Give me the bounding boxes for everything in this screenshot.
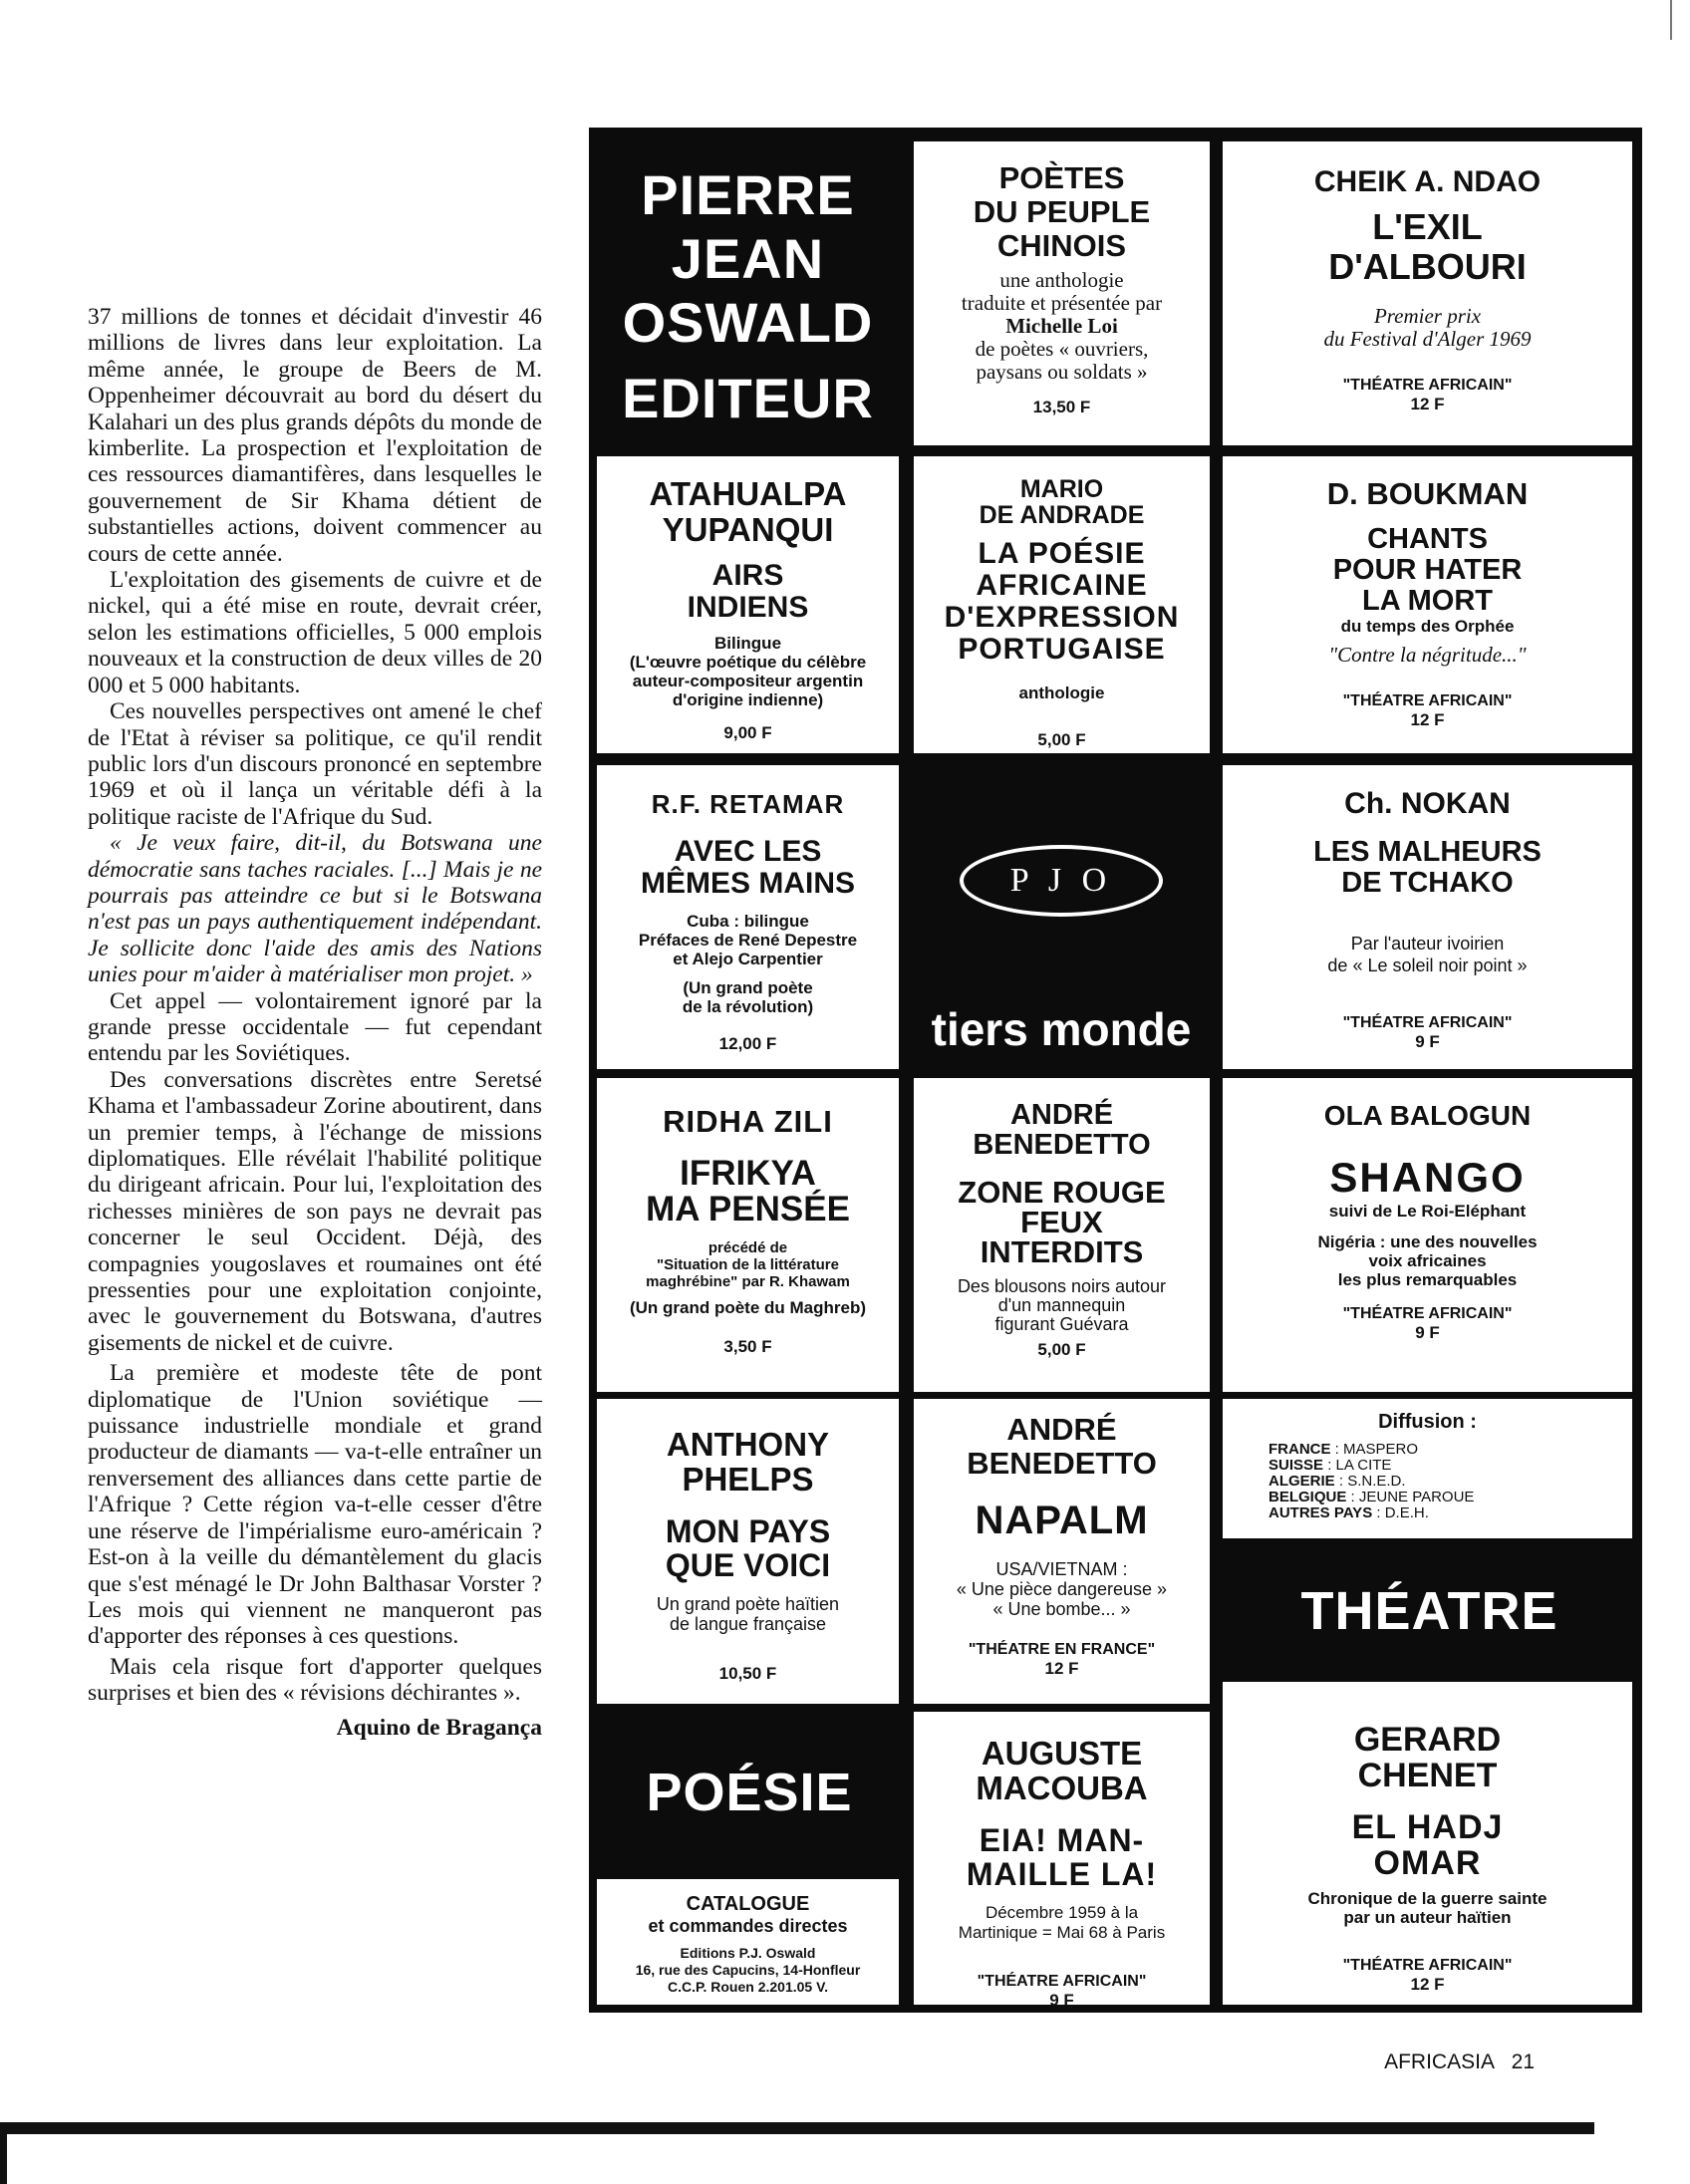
article-paragraph: Ces nouvelles perspectives ont amené le chef de l'Etat à réviser sa politique, ce qu'il rendit public lors d'un discours prononcé en septembre 1969 et où il lança un véritable défi à la politique raciste de l'Afrique du Sud.: [88, 698, 542, 830]
book-editor: Michelle Loi: [1005, 314, 1118, 338]
book-description: auteur-compositeur argentin: [632, 672, 864, 690]
pjo-logo-oval: [960, 845, 1163, 917]
book-description: Cuba : bilingue: [687, 912, 809, 931]
book-description: précédé de: [707, 1239, 788, 1256]
book-poetes-chinois: [914, 141, 1210, 445]
book-price: 9 F: [1415, 1323, 1440, 1342]
pjo-logo-block: [910, 765, 1213, 1069]
collection-name: tiers monde: [931, 1003, 1192, 1055]
book-price: 12 F: [1410, 710, 1445, 729]
book-airs-indiens: [597, 456, 899, 753]
book-description: de la révolution): [682, 997, 814, 1016]
book-collection: "THÉATRE AFRICAIN": [1342, 692, 1513, 709]
diffusion-row: [1223, 1442, 1632, 1458]
publisher-line: PIERRE: [641, 163, 855, 226]
publisher-line: JEAN: [671, 227, 825, 290]
book-price: 9 F: [1415, 1032, 1440, 1051]
book-author: Ch. NOKAN: [1344, 787, 1511, 820]
book-author: ANDRÉ: [1006, 1412, 1117, 1447]
book-title: DU PEUPLE: [973, 194, 1151, 229]
catalogue-publisher: Editions P.J. Oswald: [680, 1945, 816, 1961]
page-edge-mark: [0, 2122, 7, 2184]
book-subtitle: suivi de Le Roi-Eléphant: [1328, 1202, 1527, 1221]
book-title: EL HADJ: [1351, 1808, 1504, 1846]
book-title: MAILLE LA!: [966, 1856, 1158, 1892]
book-description: et Alejo Carpentier: [673, 950, 823, 968]
book-price: 3,50 F: [723, 1337, 772, 1356]
article-paragraph: Mais cela risque fort d'apporter quelques surprises et bien des « révisions déchirantes ».: [88, 1653, 542, 1707]
book-title: MA PENSÉE: [646, 1190, 850, 1228]
book-author: BENEDETTO: [967, 1446, 1157, 1481]
diffusion-row: [1223, 1490, 1632, 1505]
book-mon-pays-que-voici: [597, 1399, 899, 1704]
poesie-block: [589, 1712, 910, 1879]
book-description: (Un grand poète: [683, 978, 813, 997]
book-exil-albouri: [1223, 141, 1632, 445]
book-collection: "THÉATRE AFRICAIN": [1342, 1957, 1513, 1974]
book-description: d'origine indienne): [672, 690, 824, 709]
book-description: une anthologie: [999, 268, 1124, 292]
book-price: 9 F: [1049, 1991, 1074, 2005]
book-collection: "THÉATRE EN FRANCE": [968, 1641, 1156, 1658]
book-collection: "THÉATRE AFRICAIN": [1342, 377, 1513, 394]
catalogue-heading: CATALOGUE: [686, 1893, 810, 1915]
book-description: Décembre 1959 à la: [985, 1903, 1139, 1922]
book-el-hadj-omar: [1223, 1682, 1632, 2005]
book-title: IFRIKYA: [680, 1154, 816, 1193]
book-title: CHANTS: [1367, 523, 1488, 555]
book-award: Premier prix: [1373, 304, 1482, 328]
book-shango: [1223, 1078, 1632, 1392]
article-paragraph: L'exploitation des gisements de cuivre et de nickel, qui a été mise en route, devrait créer, selon les estimations officielles, 5 000 emplois nouveaux et la construction de deux villes de 20 000 et 5 000 habitants.: [88, 567, 542, 698]
book-zone-rouge: [914, 1078, 1210, 1392]
book-poesie-africaine: [914, 456, 1210, 753]
book-title: OMAR: [1373, 1844, 1482, 1882]
book-description: figurant Guévara: [994, 1314, 1129, 1334]
publisher-name-block: [597, 136, 899, 445]
book-title: L'EXIL: [1372, 206, 1483, 247]
book-collection: "THÉATRE AFRICAIN": [1342, 1305, 1513, 1322]
book-title: MON PAYS: [665, 1513, 831, 1549]
book-title: LES MALHEURS: [1313, 836, 1542, 868]
book-author: CHENET: [1357, 1757, 1498, 1794]
catalogue-address: 16, rue des Capucins, 14-Honfleur: [635, 1962, 861, 1978]
book-author: MACOUBA: [976, 1770, 1148, 1806]
book-ifrikya-ma-pensee: [597, 1078, 899, 1392]
book-author: D. BOUKMAN: [1326, 476, 1529, 511]
book-award: du Festival d'Alger 1969: [1323, 327, 1532, 351]
book-description: (L'œuvre poétique du célèbre: [629, 653, 867, 672]
diffusion-separator: :: [1323, 1457, 1336, 1474]
book-description: de poètes « ouvriers,: [975, 337, 1149, 361]
book-description: anthologie: [1018, 683, 1105, 702]
magazine-name: AFRICASIA: [1384, 2050, 1494, 2073]
book-title: ZONE ROUGE: [958, 1175, 1166, 1210]
book-collection: "THÉATRE AFRICAIN": [1342, 1014, 1513, 1031]
article-paragraph: Des conversations discrètes entre Seretsé Khama et l'ambassadeur Zorine aboutirent, dans un premier temps, à l'échange de missions diplomatiques. Elle révélait l'habilité politique du dirigeant africain. Pour lui, l'exploitation des richesses minières de son pays ne devrait pas concerner le seul Occident. Déjà, des compagnies yougoslaves et roumaines ont été pressenties pour une exploitation conjointe, avec le gouvernement du Botswana, d'autres gisements de nickel et de cuivre.: [88, 1066, 542, 1356]
publisher-line: OSWALD: [622, 291, 874, 354]
book-napalm: [914, 1399, 1210, 1704]
article-signature: Aquino de Bragança: [336, 1714, 542, 1741]
book-title: AIRS: [711, 559, 784, 592]
book-subtitle: du temps des Orphée: [1340, 617, 1515, 636]
book-price: 12 F: [1410, 395, 1445, 413]
poesie-label: POÉSIE: [646, 1763, 853, 1822]
book-description: maghrébine" par R. Khawam: [646, 1273, 850, 1290]
book-description: "Contre la négritude...": [1328, 643, 1527, 667]
book-description: par un auteur haïtien: [1343, 1908, 1512, 1927]
book-chants-pour-hater: [1223, 456, 1632, 753]
book-title: POUR HATER: [1332, 554, 1523, 586]
diffusion-country: FRANCE: [1268, 1441, 1331, 1458]
book-author: BENEDETTO: [973, 1129, 1151, 1161]
book-title: PORTUGAISE: [958, 633, 1166, 666]
diffusion-country: AUTRES PAYS: [1268, 1504, 1373, 1521]
book-title: LA MORT: [1361, 585, 1493, 617]
book-description: Chronique de la guerre sainte: [1307, 1889, 1548, 1908]
catalogue-postal-account: C.C.P. Rouen 2.201.05 V.: [667, 1979, 829, 1995]
diffusion-box: [1223, 1399, 1632, 1538]
book-author: DE ANDRADE: [979, 501, 1145, 529]
book-author: ANDRÉ: [1009, 1099, 1114, 1131]
diffusion-distributor: MASPERO: [1343, 1441, 1419, 1458]
page-number: 21: [1511, 2050, 1535, 2073]
diffusion-distributor: JEUNE PAROUE: [1358, 1489, 1475, 1505]
page-edge-mark: [1670, 0, 1672, 40]
book-author: RIDHA ZILI: [663, 1104, 833, 1139]
diffusion-country: BELGIQUE: [1268, 1489, 1347, 1505]
book-title: NAPALM: [975, 1499, 1149, 1542]
article-quote: « Je veux faire, dit-il, du Botswana une démocratie sans taches raciales. [...] Mais je ne pourrais pas atteindre ce but si le Botswana n'est pas un pays authentiquement indépendant. Je sollicite donc l'aide des amis des Nations unies pour m'aider à matérialiser mon projet. »: [88, 830, 542, 988]
book-description: d'un mannequin: [997, 1295, 1126, 1315]
book-collection: "THÉATRE AFRICAIN": [977, 1973, 1147, 1990]
book-price: 5,00 F: [1037, 1340, 1086, 1359]
book-title: AVEC LES: [674, 835, 822, 868]
book-malheurs-de-tchako: [1223, 765, 1632, 1069]
diffusion-separator: :: [1334, 1473, 1348, 1490]
book-description: Nigéria : une des nouvelles: [1317, 1232, 1538, 1251]
book-author: PHELPS: [682, 1461, 814, 1498]
publisher-line: EDITEUR: [622, 367, 874, 429]
book-description: Par l'auteur ivoirien: [1350, 934, 1505, 954]
book-price: 5,00 F: [1037, 730, 1086, 749]
book-price: 12,00 F: [718, 1034, 777, 1053]
diffusion-row: [1223, 1505, 1632, 1521]
book-author: MARIO: [1019, 475, 1104, 503]
diffusion-distributor: LA CITE: [1335, 1457, 1392, 1474]
article-paragraph: 37 millions de tonnes et décidait d'investir 46 millions de livres dans leur exploitation. La même année, le groupe de Beers de M. Oppenheimer découvrait au bord du désert du Kalahari un des plus grands dépôts du monde de kimberlite. La prospection et l'exploitation de ces ressources diamantifères, dans lesquelles le gouvernement de Sir Khama détient de substantielles actions, doivent commencer au cours de cette année.: [88, 304, 542, 567]
book-description: Bilingue: [713, 634, 782, 653]
book-author: CHEIK A. NDAO: [1313, 165, 1542, 198]
book-description: les plus remarquables: [1337, 1270, 1518, 1289]
book-eia-man-maille-la: [914, 1712, 1210, 2005]
pjo-logo-text: P J O: [1009, 862, 1113, 899]
book-title: FEUX: [1020, 1205, 1103, 1239]
book-description: de « Le soleil noir point »: [1327, 956, 1528, 975]
diffusion-separator: :: [1330, 1441, 1344, 1458]
book-description: paysans ou soldats »: [976, 360, 1148, 384]
book-description: "Situation de la littérature: [657, 1256, 839, 1273]
catalogue-subheading: et commandes directes: [648, 1916, 848, 1936]
diffusion-distributor: D.E.H.: [1384, 1504, 1429, 1521]
diffusion-distributor: S.N.E.D.: [1347, 1473, 1406, 1490]
book-title: CHINOIS: [996, 228, 1127, 263]
book-price: 13,50 F: [1032, 398, 1091, 416]
book-title: INDIENS: [687, 591, 809, 624]
theatre-block: [1217, 1538, 1642, 1672]
theatre-label: THÉATRE: [1300, 1581, 1558, 1641]
catalogue-box: [597, 1879, 899, 2005]
diffusion-heading: Diffusion :: [1378, 1411, 1477, 1433]
diffusion-row: [1223, 1474, 1632, 1490]
book-title: D'ALBOURI: [1328, 246, 1527, 287]
book-description: Martinique = Mai 68 à Paris: [958, 1923, 1166, 1942]
diffusion-list: [1223, 1442, 1632, 1521]
book-price: 10,50 F: [718, 1664, 777, 1683]
book-description: USA/VIETNAM :: [995, 1559, 1128, 1579]
article-paragraph: Cet appel — volontairement ignoré par la grande presse occidentale — fut cependant entendu par les Soviétiques.: [88, 987, 542, 1067]
book-price: 12 F: [1044, 1659, 1079, 1678]
diffusion-row: [1223, 1458, 1632, 1474]
diffusion-separator: :: [1372, 1504, 1385, 1521]
book-title: INTERDITS: [980, 1234, 1144, 1269]
article-paragraph: La première et modeste tête de pont diplomatique de l'Union soviétique — puissance industrielle mondiale et grand producteur de diamants — va-t-elle entraîner un renversement des alliances dans cette partie de l'Afrique ? Cette région va-t-elle cesser d'être une réserve de l'impérialisme euro-américain ? Est-on à la veille du démantèlement du glacis que s'est ménagé le Dr John Balthasar Vorster ? Les mois qui viennent ne manqueront pas d'apporter des réponses à ces questions.: [88, 1360, 542, 1650]
publisher-advertisement: [589, 128, 1642, 2013]
book-description: Des blousons noirs autour: [957, 1276, 1167, 1296]
bottom-rule: [0, 2122, 1594, 2134]
book-avec-les-memes-mains: [597, 765, 899, 1069]
book-author: ATAHUALPA: [649, 475, 847, 512]
book-description: (Un grand poète du Maghreb): [629, 1298, 867, 1317]
book-description: Préfaces de René Depestre: [638, 931, 858, 950]
page-footer: [1384, 2050, 1535, 2074]
book-author: GERARD: [1353, 1721, 1502, 1759]
book-author: OLA BALOGUN: [1323, 1100, 1532, 1131]
book-price: 9,00 F: [723, 723, 772, 742]
book-title: LA POÉSIE: [978, 537, 1146, 570]
book-price: 12 F: [1410, 1975, 1445, 1994]
article-column: [88, 304, 542, 1741]
book-quote: « Une bombe... »: [992, 1599, 1131, 1619]
book-quote: « Une pièce dangereuse »: [956, 1579, 1168, 1599]
book-author: AUGUSTE: [981, 1735, 1143, 1772]
diffusion-country: SUISSE: [1268, 1457, 1324, 1474]
book-title: DE TCHAKO: [1341, 867, 1514, 899]
book-title: SHANGO: [1329, 1154, 1526, 1201]
book-title: POÈTES: [998, 160, 1125, 195]
book-description: traduite et présentée par: [961, 291, 1163, 315]
book-author: R.F. RETAMAR: [651, 789, 845, 819]
diffusion-country: ALGERIE: [1268, 1473, 1335, 1490]
book-description: Un grand poète haïtien: [656, 1594, 840, 1614]
book-title: EIA! MAN-: [979, 1822, 1145, 1858]
book-title: D'EXPRESSION: [944, 601, 1180, 634]
book-author: YUPANQUI: [662, 511, 834, 548]
book-title: QUE VOICI: [665, 1547, 831, 1583]
book-description: de langue française: [669, 1614, 827, 1634]
book-title: AFRICAINE: [976, 569, 1148, 602]
diffusion-separator: :: [1346, 1489, 1359, 1505]
book-author: ANTHONY: [666, 1426, 830, 1463]
book-description: voix africaines: [1368, 1251, 1487, 1270]
book-title: MÊMES MAINS: [640, 867, 855, 900]
